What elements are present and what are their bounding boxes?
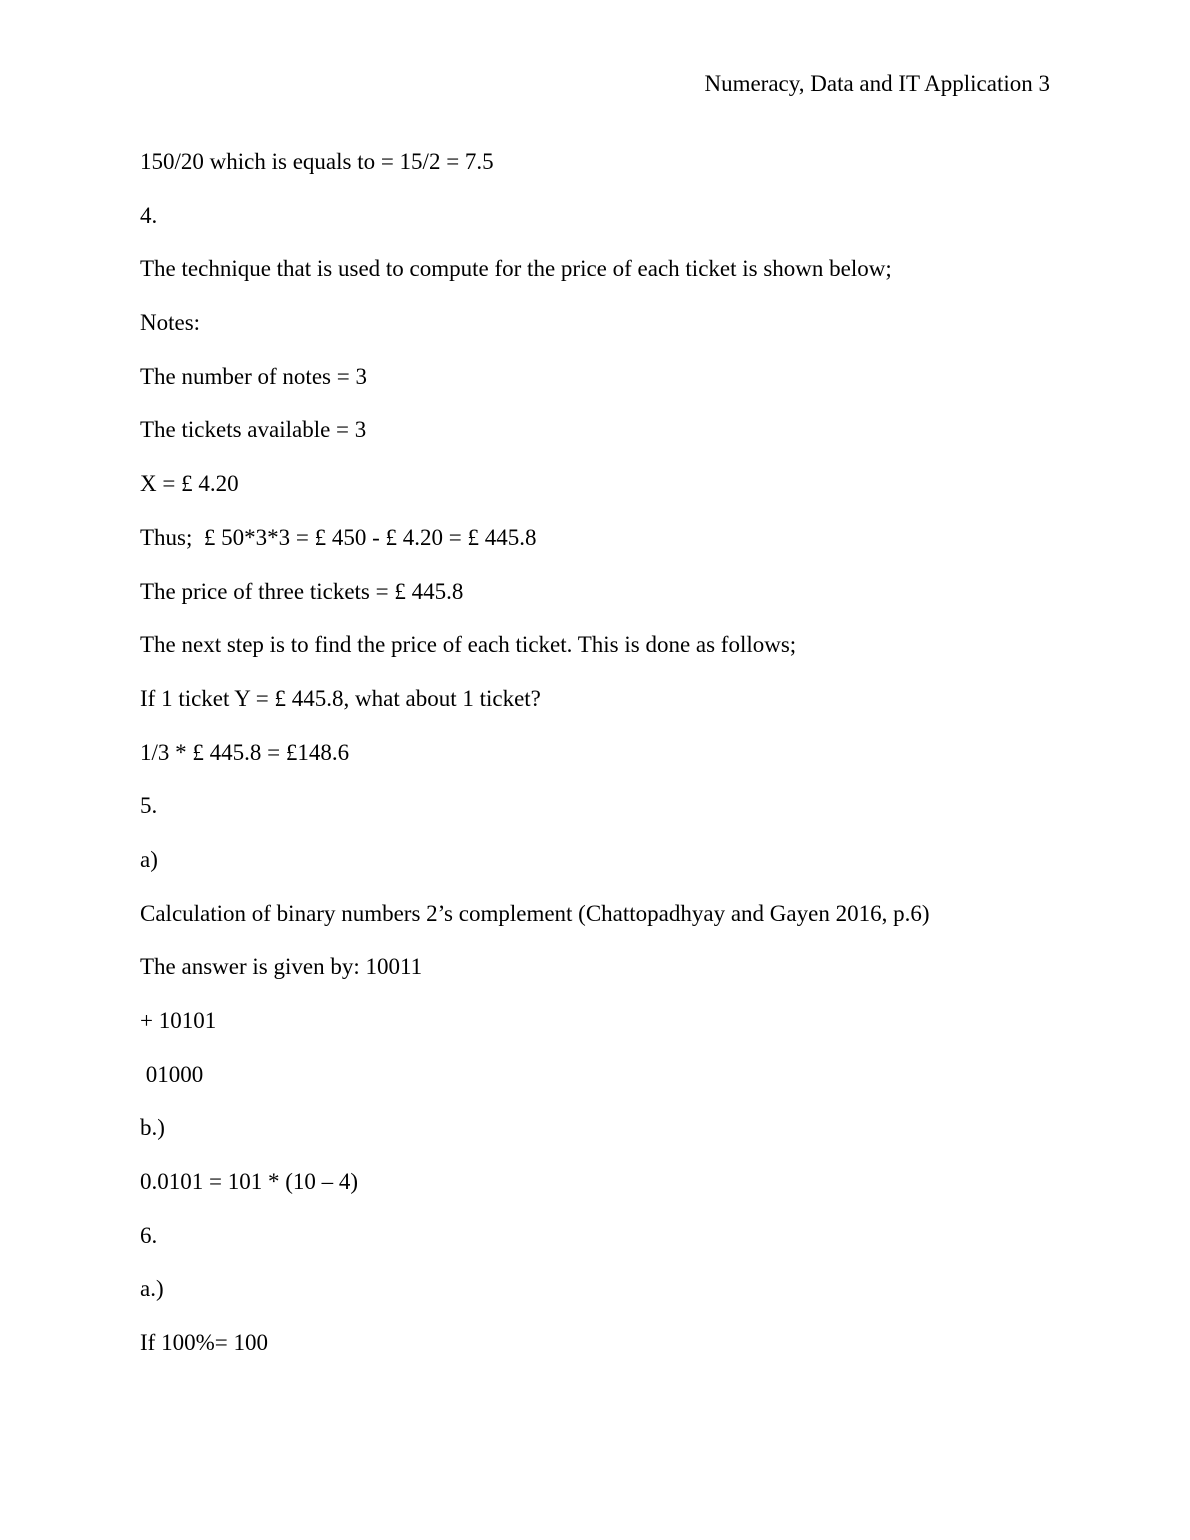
text-line-binary-addend: + 10101 bbox=[140, 1008, 217, 1033]
question-number-5: 5. bbox=[140, 793, 158, 819]
text-line-decimal-binary: 0.0101 = 101 * (10 – 4) bbox=[140, 1169, 359, 1195]
text-line-binary-result: 01000 bbox=[140, 1061, 204, 1087]
question-number-4: 4. bbox=[140, 202, 158, 228]
subpart-a-label: a) bbox=[140, 846, 158, 872]
subpart-a-label-q6: a.) bbox=[140, 1276, 164, 1302]
text-line-x-value: X = £ 4.20 bbox=[140, 471, 239, 497]
text-line-one-third-calc: 1/3 * £ 445.8 = £148.6 bbox=[140, 739, 350, 765]
text-line-if-one-ticket: If 1 ticket Y = £ 445.8, what about 1 ticket? bbox=[140, 685, 541, 711]
text-line-binary-calc: Calculation of binary numbers 2’s complement (Chattopadhyay and Gayen 2016, p.6) bbox=[140, 900, 930, 926]
text-line-notes-heading: Notes: bbox=[140, 310, 201, 336]
text-line-answer-given: The answer is given by: 10011 bbox=[140, 954, 423, 980]
text-line-number-of-notes: The number of notes = 3 bbox=[140, 363, 367, 389]
running-head: Numeracy, Data and IT Application 3 bbox=[704, 71, 1050, 96]
document-body bbox=[140, 148, 1060, 1383]
text-line-tickets-available: The tickets available = 3 bbox=[140, 417, 367, 443]
text-line-next-step: The next step is to find the price of each ticket. This is done as follows; bbox=[140, 632, 797, 658]
text-line-percent: If 100%= 100 bbox=[140, 1330, 268, 1356]
subpart-b-label: b.) bbox=[140, 1115, 165, 1141]
text-line-technique: The technique that is used to compute for the price of each ticket is shown below; bbox=[140, 256, 892, 282]
text-line-calc-result: 150/20 which is equals to = 15/2 = 7.5 bbox=[140, 149, 494, 174]
question-number-6: 6. bbox=[140, 1222, 158, 1248]
text-line-thus-calculation: Thus; £ 50*3*3 = £ 450 - £ 4.20 = £ 445.8 bbox=[140, 524, 537, 550]
text-line-price-three-tickets: The price of three tickets = £ 445.8 bbox=[140, 578, 464, 604]
